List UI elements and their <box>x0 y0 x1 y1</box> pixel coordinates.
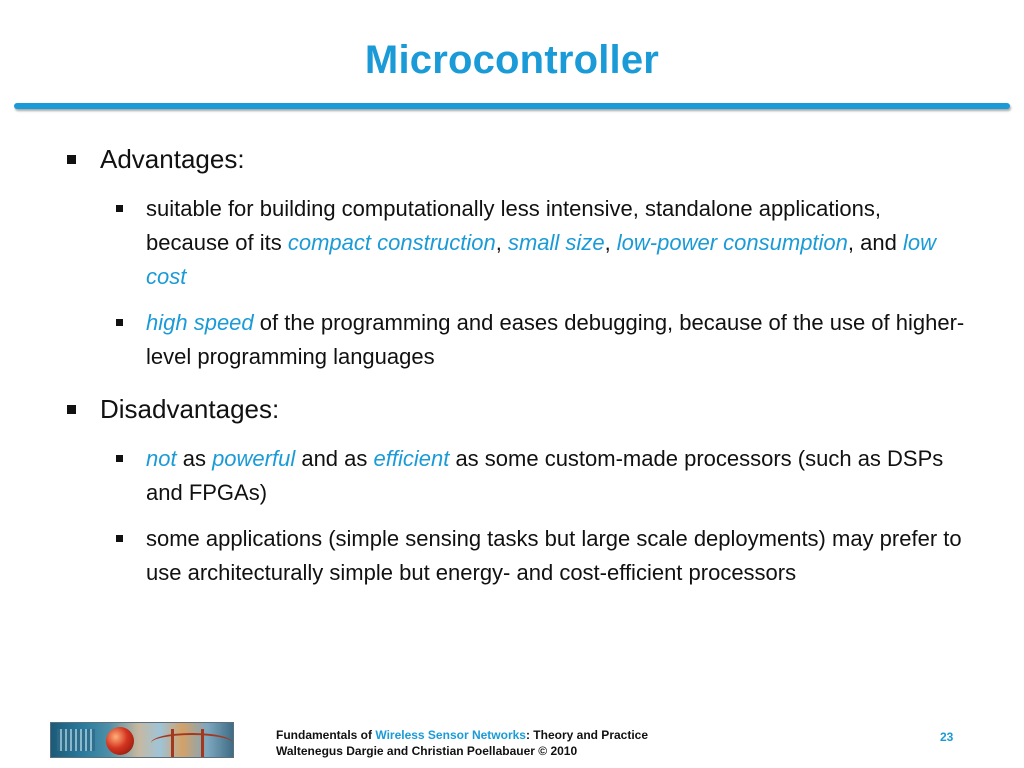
footer-citation <box>276 727 648 759</box>
bullet-text: of the programming and eases debugging, because of the use of higher-level programming languages <box>146 310 965 369</box>
bullet-text: as some custom-made processors (such as DSPs and FPGAs) <box>146 446 944 505</box>
page-number: 23 <box>940 730 954 744</box>
highlight-not: not <box>146 446 177 471</box>
bullet-text: some applications (simple sensing tasks but large scale deployments) may prefer to use architecturally simple but energy- and cost-efficient processors <box>146 526 962 585</box>
square-bullet-icon <box>67 155 76 164</box>
highlight-low-cost: low cost <box>146 230 936 289</box>
square-bullet-icon <box>116 455 123 462</box>
footer-banner-image <box>50 722 234 758</box>
footer-text-post: : Theory and Practice <box>525 728 649 742</box>
square-bullet-icon <box>116 319 123 326</box>
bullet-disadvantage-1 <box>146 442 966 510</box>
footer-text-pre: Fundamentals of <box>276 728 376 742</box>
bullet-text: suitable for building computationally less intensive, standalone applications, because of its <box>146 196 882 255</box>
bridge-tower-icon <box>171 729 174 757</box>
section-heading-disadvantages <box>100 392 1024 426</box>
square-bullet-icon <box>67 405 76 414</box>
bullet-text: , <box>604 230 617 255</box>
footer-line-1 <box>276 727 648 743</box>
bullet-advantage-1 <box>146 192 966 294</box>
square-bullet-icon <box>116 205 123 212</box>
highlight-small-size: small size <box>507 230 605 255</box>
bridge-tower-icon <box>201 729 204 757</box>
highlight-low-power-consumption: low-power consumption <box>616 230 848 255</box>
highlight-efficient: efficient <box>373 446 450 471</box>
bullet-text: as <box>176 446 213 471</box>
highlight-compact-construction: compact construction <box>287 230 496 255</box>
footer-book-subject: Wireless Sensor Networks <box>375 728 526 742</box>
section-heading-text: Advantages: <box>100 144 245 174</box>
slide-title: Microcontroller <box>364 38 660 82</box>
bullet-text: and as <box>295 446 374 471</box>
sphere-icon <box>106 727 134 755</box>
section-heading-text: Disadvantages: <box>100 394 280 424</box>
slide-content <box>0 142 1024 602</box>
bullet-advantage-2 <box>146 306 966 374</box>
bridge-cable-icon <box>151 733 233 753</box>
footer-line-2: Waltenegus Dargie and Christian Poellabauer © 2010 <box>276 744 578 758</box>
highlight-powerful: powerful <box>212 446 296 471</box>
highlight-high-speed: high speed <box>146 310 254 335</box>
circuit-icon <box>57 729 95 751</box>
square-bullet-icon <box>116 535 123 542</box>
section-heading-advantages <box>100 142 1024 176</box>
bullet-disadvantage-2 <box>146 522 966 590</box>
bullet-text: , <box>495 230 508 255</box>
title-divider <box>14 103 1010 109</box>
bullet-text: , and <box>847 230 903 255</box>
